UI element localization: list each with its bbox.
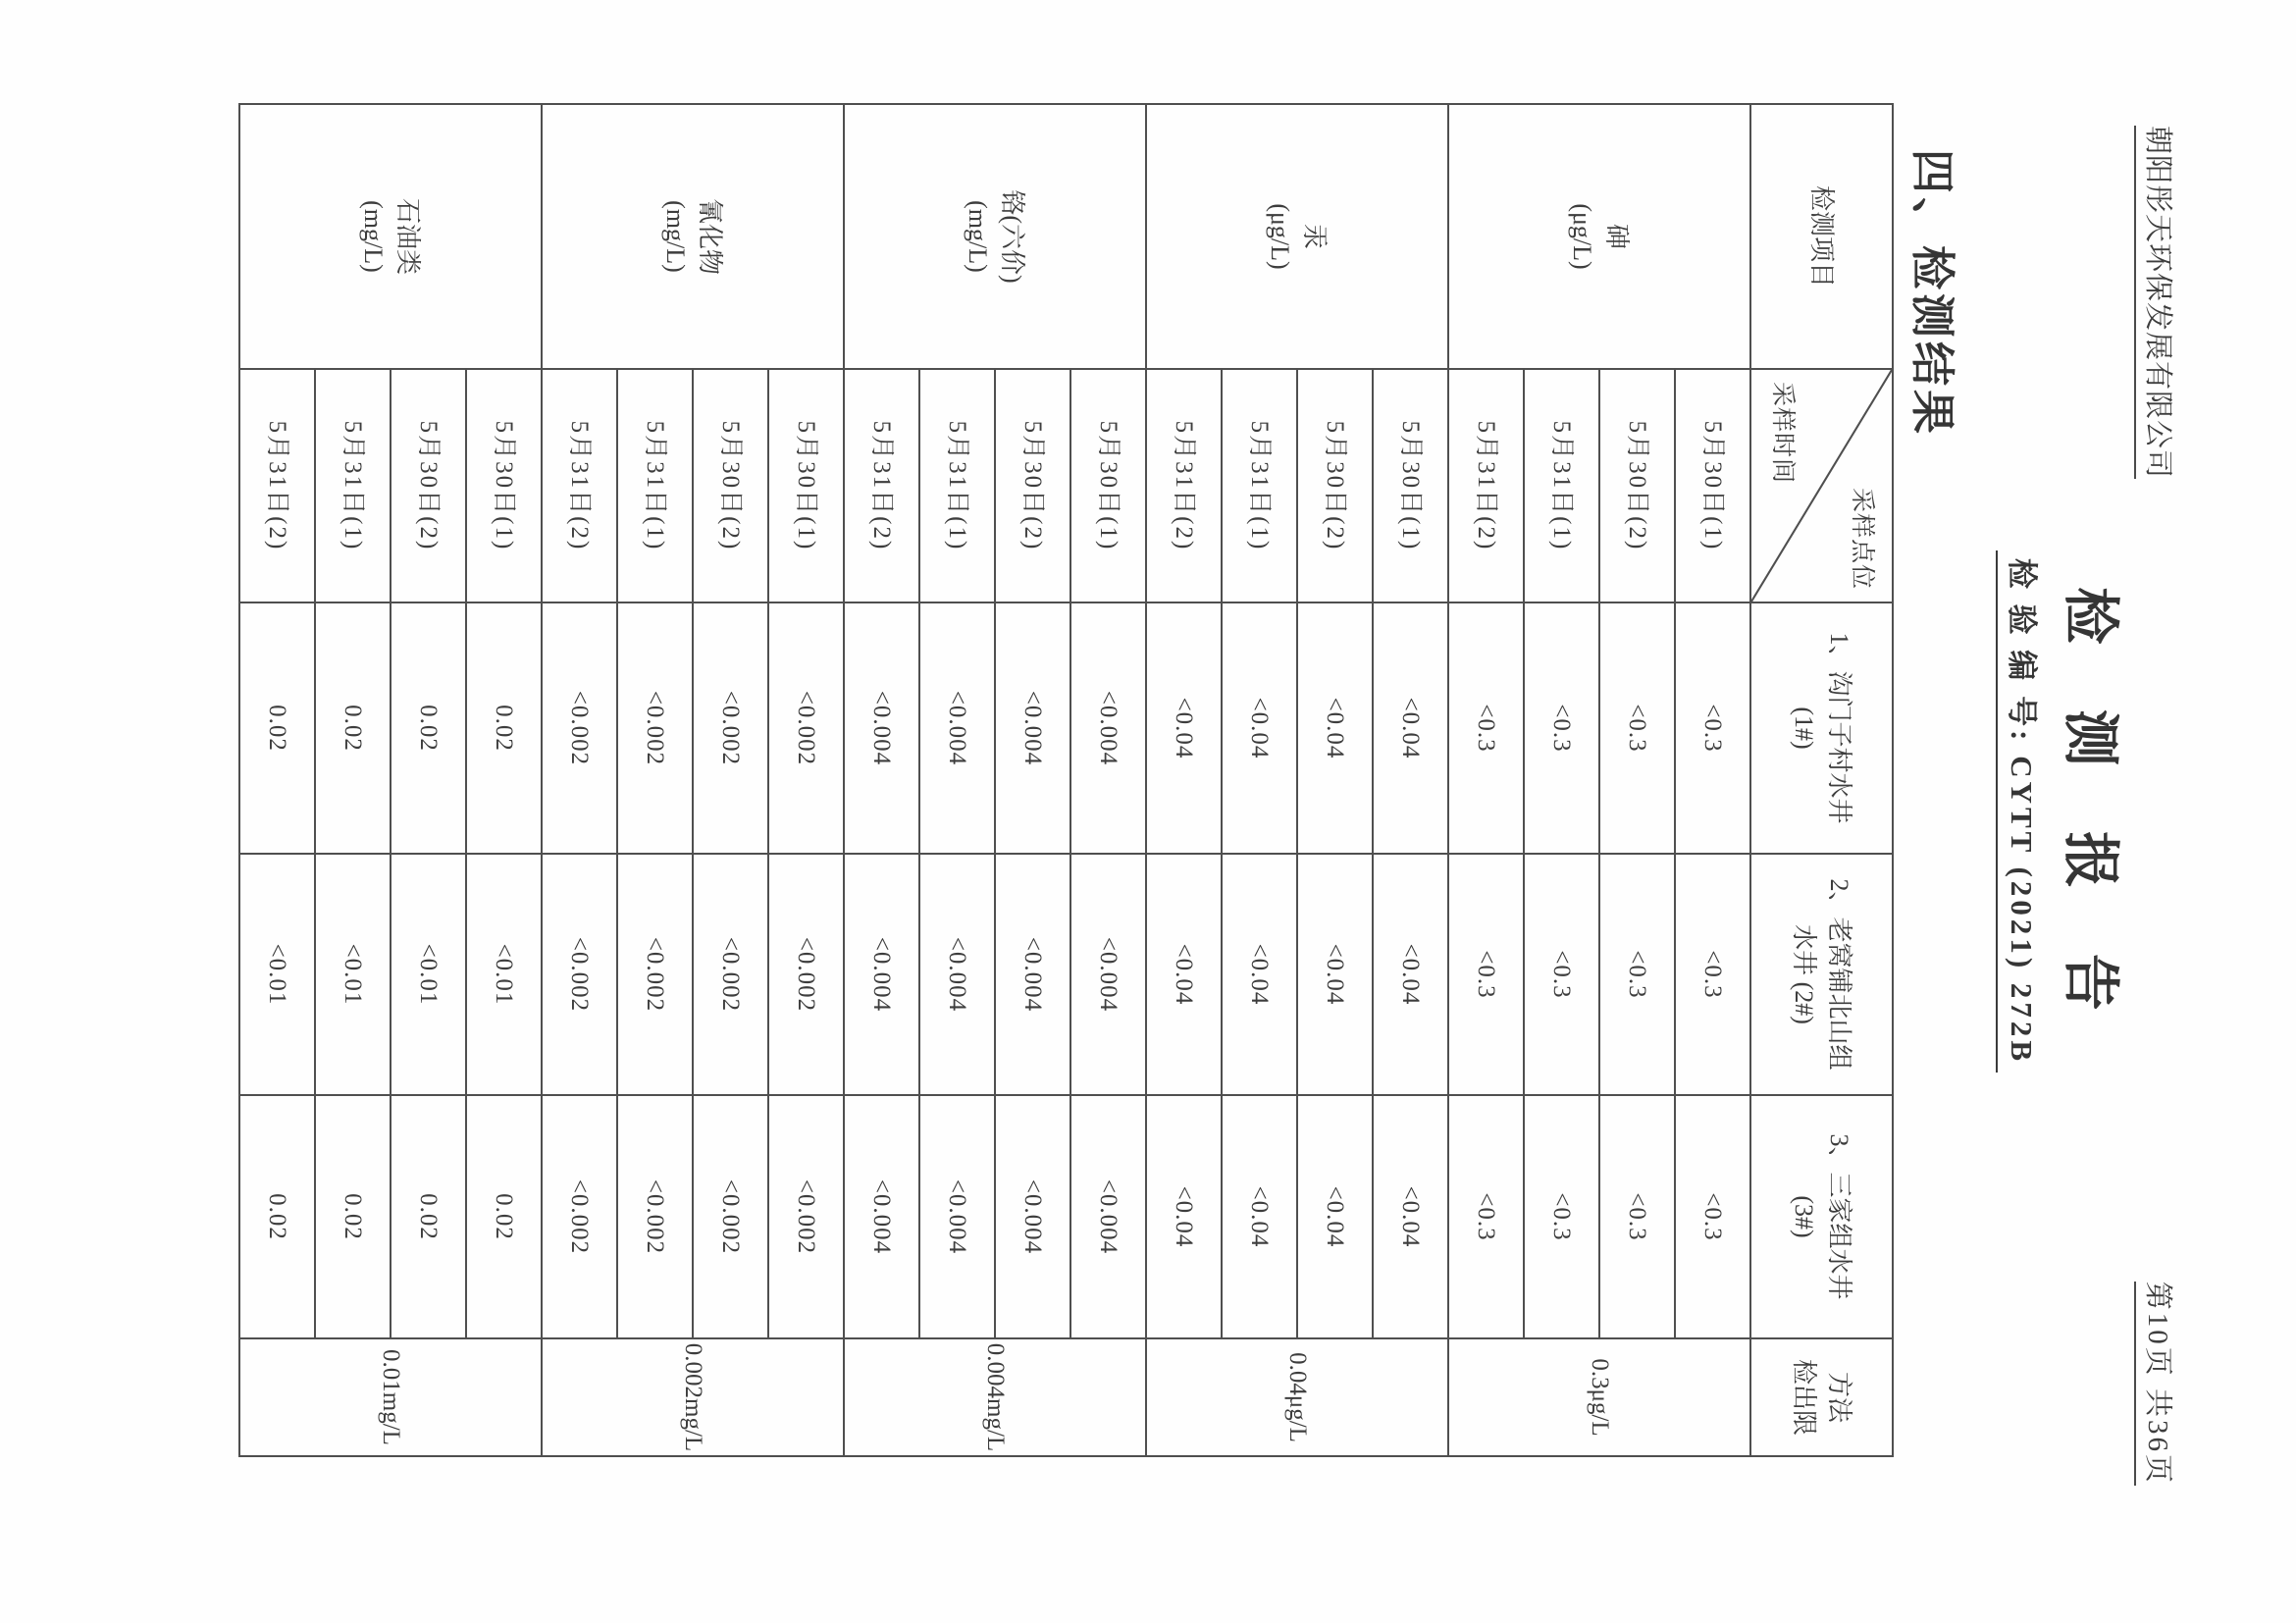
sampling-date-cell: 5月31日(1) — [919, 369, 995, 602]
result-value-cell-well1: 0.02 — [391, 602, 466, 854]
result-value-cell-well2: <0.002 — [768, 854, 844, 1095]
corner-label-sampling-point: 采样点位 — [1849, 487, 1875, 590]
result-value-cell-well3: <0.002 — [693, 1095, 768, 1338]
sampling-date-cell: 5月30日(1) — [1070, 369, 1146, 602]
detection-limit-cell: 0.004mg/L — [844, 1338, 1146, 1456]
result-value-cell-well3: <0.04 — [1297, 1095, 1373, 1338]
test-item-unit: (mg/L) — [359, 200, 388, 273]
test-item-cell — [542, 104, 844, 369]
well-header-line1: 1、沟门子村水井 — [1824, 632, 1853, 824]
result-value-cell-well3: <0.004 — [844, 1095, 919, 1338]
sampling-date-cell: 5月30日(1) — [768, 369, 844, 602]
sampling-date-cell: 5月30日(1) — [1675, 369, 1750, 602]
result-value-cell-well1: <0.004 — [1070, 602, 1146, 854]
result-value-cell-well3: <0.002 — [768, 1095, 844, 1338]
result-value-cell-well1: <0.3 — [1524, 602, 1599, 854]
table-row — [1675, 104, 1750, 1456]
results-table-body — [239, 104, 1750, 1456]
sampling-date-cell: 5月30日(2) — [1599, 369, 1675, 602]
result-value-cell-well2: <0.3 — [1524, 854, 1599, 1095]
result-value-cell-well3: <0.004 — [1070, 1095, 1146, 1338]
corner-header-cell — [1750, 369, 1893, 602]
corner-label-sampling-time: 采样时间 — [1768, 382, 1796, 485]
limit-header-line2: 检出限 — [1790, 1358, 1819, 1436]
result-value-cell-well1: <0.004 — [995, 602, 1070, 854]
result-value-cell-well1: <0.04 — [1373, 602, 1448, 854]
result-value-cell-well2: <0.3 — [1599, 854, 1675, 1095]
report-title: 检 测 报 告 — [2059, 587, 2122, 1036]
result-value-cell-well2: <0.3 — [1448, 854, 1524, 1095]
result-value-cell-well1: <0.3 — [1448, 602, 1524, 854]
well-header-line2: (3#) — [1790, 1195, 1819, 1238]
page-number: 第10页 共36页 — [2134, 1282, 2180, 1486]
company-name: 朝阳彤天环保发展有限公司 — [2134, 126, 2180, 479]
sampling-date-cell: 5月31日(1) — [617, 369, 693, 602]
well-header-2 — [1750, 854, 1893, 1095]
result-value-cell-well2: <0.002 — [542, 854, 617, 1095]
test-item-cell — [844, 104, 1146, 369]
detection-limit-header — [1750, 1338, 1893, 1456]
result-value-cell-well3: <0.004 — [919, 1095, 995, 1338]
sampling-date-cell: 5月31日(2) — [844, 369, 919, 602]
result-value-cell-well3: <0.004 — [995, 1095, 1070, 1338]
sampling-date-cell: 5月31日(2) — [239, 369, 315, 602]
result-value-cell-well3: <0.002 — [542, 1095, 617, 1338]
test-item-cell — [1146, 104, 1448, 369]
result-value-cell-well2: <0.004 — [995, 854, 1070, 1095]
result-value-cell-well2: <0.002 — [693, 854, 768, 1095]
well-header-line2: (1#) — [1790, 707, 1819, 750]
sampling-date-cell: 5月30日(2) — [693, 369, 768, 602]
result-value-cell-well2: <0.01 — [315, 854, 391, 1095]
result-value-cell-well3: <0.04 — [1222, 1095, 1297, 1338]
well-header-line1: 3、三家组水井 — [1824, 1133, 1853, 1300]
result-value-cell-well1: <0.04 — [1297, 602, 1373, 854]
result-value-cell-well2: <0.3 — [1675, 854, 1750, 1095]
result-value-cell-well3: 0.02 — [391, 1095, 466, 1338]
result-value-cell-well2: <0.04 — [1297, 854, 1373, 1095]
result-value-cell-well1: <0.002 — [768, 602, 844, 854]
test-item-name: 汞 — [1300, 223, 1330, 249]
result-value-cell-well1: <0.002 — [693, 602, 768, 854]
test-item-unit: (μg/L) — [1568, 203, 1596, 270]
well-header-line2: 水井 (2#) — [1790, 924, 1819, 1024]
test-item-name: 铬(六价) — [998, 189, 1027, 284]
sampling-date-cell: 5月31日(1) — [1222, 369, 1297, 602]
result-value-cell-well3: <0.3 — [1599, 1095, 1675, 1338]
result-value-cell-well1: <0.004 — [844, 602, 919, 854]
test-item-unit: (mg/L) — [964, 200, 992, 273]
test-item-name: 石油类 — [393, 197, 423, 275]
result-value-cell-well3: 0.02 — [466, 1095, 542, 1338]
result-value-cell-well1: 0.02 — [315, 602, 391, 854]
test-item-unit: (mg/L) — [661, 200, 690, 273]
result-value-cell-well3: <0.002 — [617, 1095, 693, 1338]
result-value-cell-well3: <0.3 — [1448, 1095, 1524, 1338]
detection-limit-cell: 0.01mg/L — [239, 1338, 542, 1456]
result-value-cell-well2: <0.04 — [1222, 854, 1297, 1095]
sampling-date-cell: 5月31日(2) — [542, 369, 617, 602]
detection-limit-cell: 0.04μg/L — [1146, 1338, 1448, 1456]
result-value-cell-well1: <0.04 — [1146, 602, 1222, 854]
sampling-date-cell: 5月31日(1) — [1524, 369, 1599, 602]
result-value-cell-well3: <0.3 — [1675, 1095, 1750, 1338]
sampling-date-cell: 5月30日(1) — [466, 369, 542, 602]
table-row — [466, 104, 542, 1456]
sampling-date-cell: 5月30日(2) — [995, 369, 1070, 602]
result-value-cell-well3: <0.04 — [1146, 1095, 1222, 1338]
result-value-cell-well2: <0.01 — [239, 854, 315, 1095]
well-header-line1: 2、老窝铺北山组 — [1824, 878, 1853, 1071]
result-value-cell-well1: <0.04 — [1222, 602, 1297, 854]
test-item-unit: (μg/L) — [1266, 203, 1294, 270]
section-title: 四、检测结果 — [1907, 149, 1957, 439]
result-value-cell-well2: <0.002 — [617, 854, 693, 1095]
result-value-cell-well1: <0.3 — [1599, 602, 1675, 854]
result-value-cell-well1: <0.002 — [617, 602, 693, 854]
result-value-cell-well2: <0.004 — [1070, 854, 1146, 1095]
test-item-name: 氰化物 — [696, 197, 725, 275]
result-value-cell-well2: <0.04 — [1373, 854, 1448, 1095]
result-value-cell-well2: <0.04 — [1146, 854, 1222, 1095]
result-value-cell-well3: <0.3 — [1524, 1095, 1599, 1338]
result-value-cell-well3: 0.02 — [315, 1095, 391, 1338]
results-table — [238, 103, 1894, 1457]
detection-limit-cell: 0.002mg/L — [542, 1338, 844, 1456]
table-header-row — [1750, 104, 1893, 1456]
result-value-cell-well1: 0.02 — [466, 602, 542, 854]
sampling-date-cell: 5月30日(2) — [391, 369, 466, 602]
result-value-cell-well2: <0.004 — [844, 854, 919, 1095]
well-header-1 — [1750, 602, 1893, 854]
result-value-cell-well1: <0.002 — [542, 602, 617, 854]
sampling-date-cell: 5月30日(1) — [1373, 369, 1448, 602]
sampling-date-cell: 5月31日(1) — [315, 369, 391, 602]
test-item-name: 砷 — [1602, 223, 1632, 249]
test-item-cell — [239, 104, 542, 369]
limit-header-line1: 方法 — [1824, 1371, 1853, 1423]
result-value-cell-well3: <0.04 — [1373, 1095, 1448, 1338]
detection-limit-cell: 0.3μg/L — [1448, 1338, 1750, 1456]
report-number-row — [1996, 0, 2047, 1623]
sampling-date-cell: 5月31日(2) — [1448, 369, 1524, 602]
result-value-cell-well1: <0.004 — [919, 602, 995, 854]
report-number: 检 验 编 号: CYTT (2021) 272B — [1996, 550, 2047, 1073]
result-value-cell-well1: 0.02 — [239, 602, 315, 854]
result-value-cell-well2: <0.01 — [466, 854, 542, 1095]
result-value-cell-well2: <0.004 — [919, 854, 995, 1095]
test-item-cell — [1448, 104, 1750, 369]
result-value-cell-well1: <0.3 — [1675, 602, 1750, 854]
table-row — [1373, 104, 1448, 1456]
table-row — [768, 104, 844, 1456]
result-value-cell-well3: 0.02 — [239, 1095, 315, 1338]
table-row — [1070, 104, 1146, 1456]
well-header-3 — [1750, 1095, 1893, 1338]
sampling-date-cell: 5月31日(2) — [1146, 369, 1222, 602]
result-value-cell-well2: <0.01 — [391, 854, 466, 1095]
sampling-date-cell: 5月30日(2) — [1297, 369, 1373, 602]
document-header — [2134, 126, 2180, 1486]
item-column-header: 检测项目 — [1750, 104, 1893, 369]
